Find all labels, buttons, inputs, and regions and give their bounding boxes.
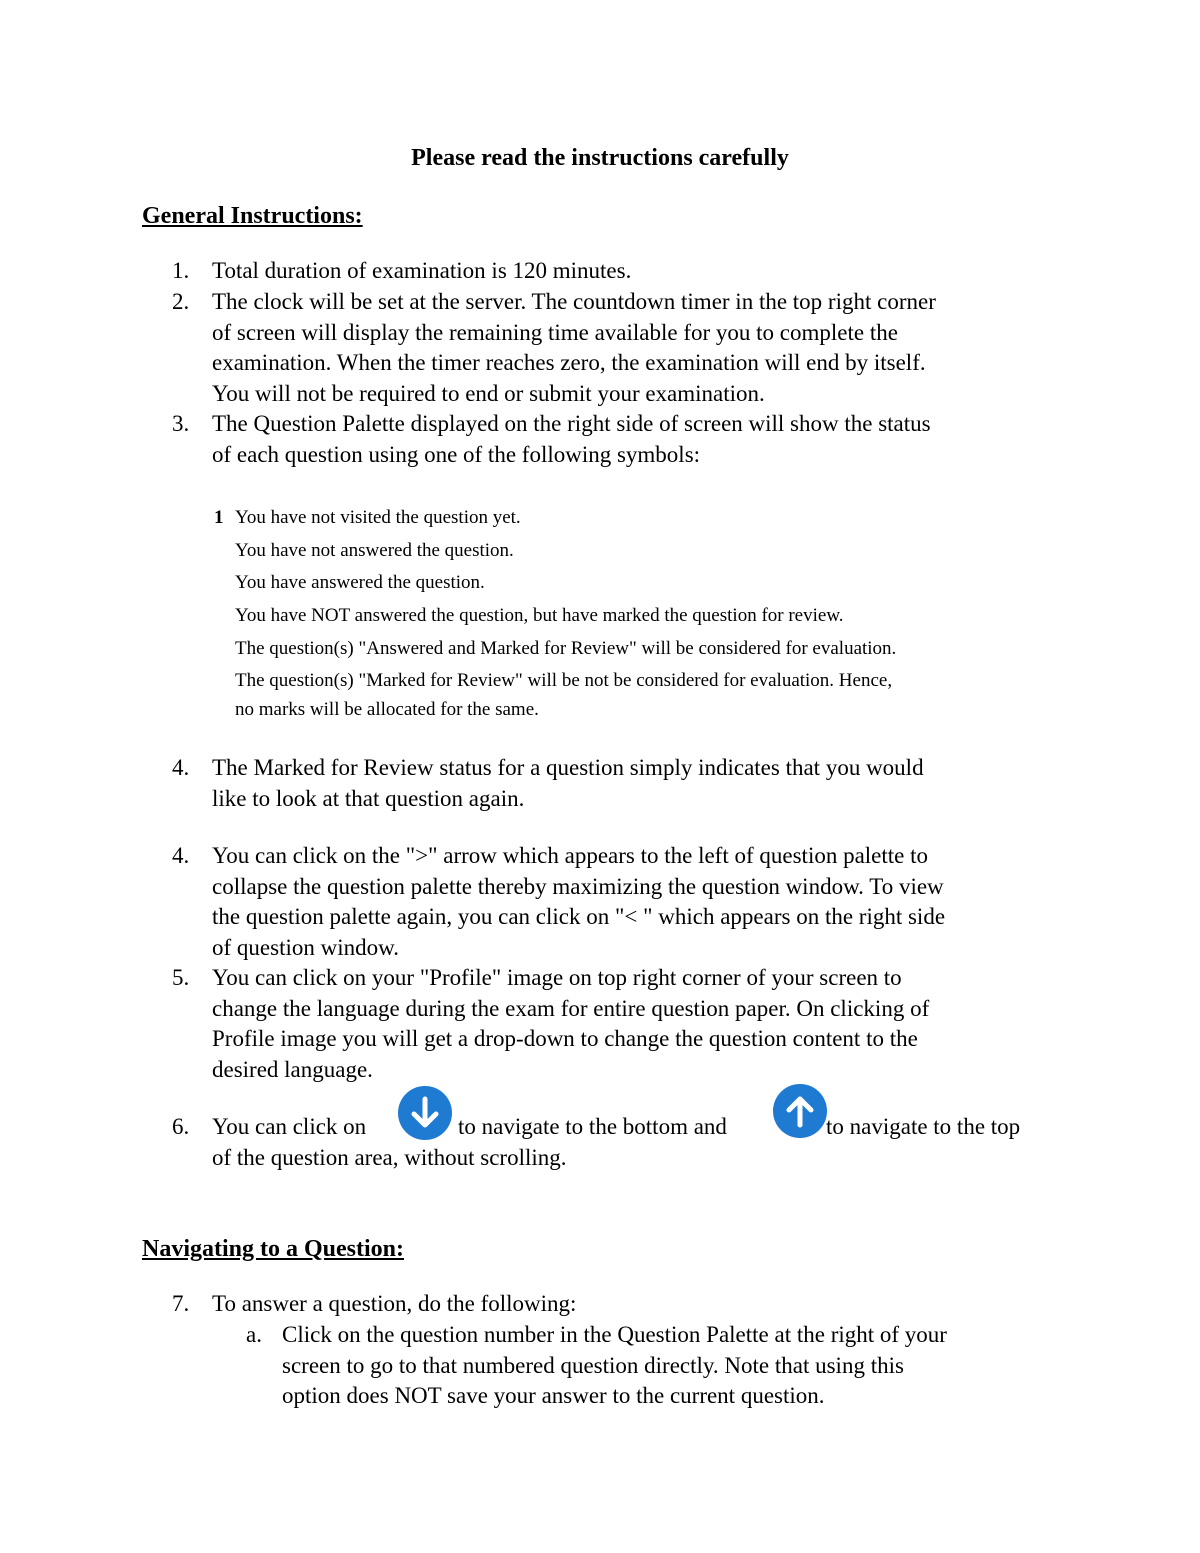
item-line: Total duration of examination is 120 minutes. (212, 258, 632, 283)
item-line: of question window. (212, 934, 399, 960)
instruction-item-7 (172, 1289, 1072, 1320)
page-title: Please read the instructions carefully (411, 145, 789, 171)
item-line: the question palette again, you can click on "< " which appears on the right side (212, 904, 946, 929)
symbol-not-answered: You have not answered the question. (235, 539, 514, 561)
item-line: The Marked for Review status for a question simply indicates that you would (212, 755, 924, 780)
symbol-legend (214, 503, 1075, 724)
item6-text-4: of the question area, without scrolling. (212, 1145, 567, 1170)
symbol-not-visited: You have not visited the question yet. (235, 507, 521, 528)
subitem-line: option does NOT save your answer to the current question. (282, 1383, 825, 1408)
instruction-item-1 (172, 256, 1072, 287)
general-instructions-heading: General Instructions: (142, 203, 363, 229)
symbol-marked-not-evaluated-cont: no marks will be allocated for the same. (235, 699, 539, 720)
navigating-heading: Navigating to a Question: (142, 1236, 405, 1262)
item-line: You can click on your "Profile" image on top right corner of your screen to (212, 965, 902, 990)
item-line: collapse the question palette thereby maximizing the question window. To view (212, 873, 944, 899)
item-line: You can click on the ">" arrow which appears to the left of question palette to (212, 843, 929, 868)
item-number: 4. (172, 843, 190, 868)
symbol-marker: 1 (214, 507, 224, 528)
item-line: The Question Palette displayed on the right side of screen will show the status (212, 411, 931, 436)
symbol-marked-review: You have NOT answered the question, but have marked the question for review. (235, 605, 844, 626)
item-line: The clock will be set at the server. The countdown timer in the top right corner (212, 289, 936, 314)
item-number: 5. (172, 965, 190, 990)
symbol-marked-not-evaluated: The question(s) "Marked for Review" will be not be considered for evaluation. Hence, (235, 670, 893, 691)
item-line: change the language during the exam for entire question paper. On clicking of (212, 995, 930, 1021)
instruction-item-4b (172, 841, 1072, 963)
symbol-answered: You have answered the question. (235, 572, 485, 593)
instruction-subitem-a (246, 1320, 1072, 1412)
item6-text-1: You can click on (212, 1114, 367, 1139)
instruction-item-6 (172, 1112, 1072, 1176)
item6-text-2: to navigate to the bottom and (458, 1114, 727, 1139)
item-line: You will not be required to end or submit your examination. (212, 380, 765, 406)
instruction-item-2 (172, 287, 1072, 409)
item-number: 7. (172, 1291, 190, 1316)
item-number: 2. (172, 289, 190, 314)
item-line: Profile image you will get a drop-down to change the question content to the (212, 1026, 918, 1051)
item-line: To answer a question, do the following: (212, 1291, 577, 1316)
item-line: desired language. (212, 1056, 373, 1082)
arrow-down-circle-icon (398, 1086, 452, 1140)
arrow-up-circle-icon (773, 1084, 827, 1138)
item6-text-3: to navigate to the top (826, 1114, 1021, 1139)
instruction-item-4a (172, 753, 1072, 814)
subitem-line: Click on the question number in the Question Palette at the right of your (282, 1322, 947, 1347)
item-line: of each question using one of the following symbols: (212, 441, 701, 467)
subitem-letter: a. (246, 1322, 262, 1347)
instruction-item-3 (172, 409, 1072, 470)
item-number: 3. (172, 411, 190, 436)
symbol-answered-marked: The question(s) "Answered and Marked for Review" will be considered for evaluation. (235, 637, 897, 659)
instruction-item-5 (172, 963, 1072, 1085)
subitem-line: screen to go to that numbered question directly. Note that using this (282, 1352, 904, 1378)
item-number: 4. (172, 755, 190, 780)
item-line: like to look at that question again. (212, 785, 525, 811)
item-line: examination. When the timer reaches zero, the examination will end by itself. (212, 350, 926, 375)
item-line: of screen will display the remaining time available for you to complete the (212, 319, 898, 345)
item-number: 6. (172, 1114, 190, 1139)
item-number: 1. (172, 258, 190, 283)
